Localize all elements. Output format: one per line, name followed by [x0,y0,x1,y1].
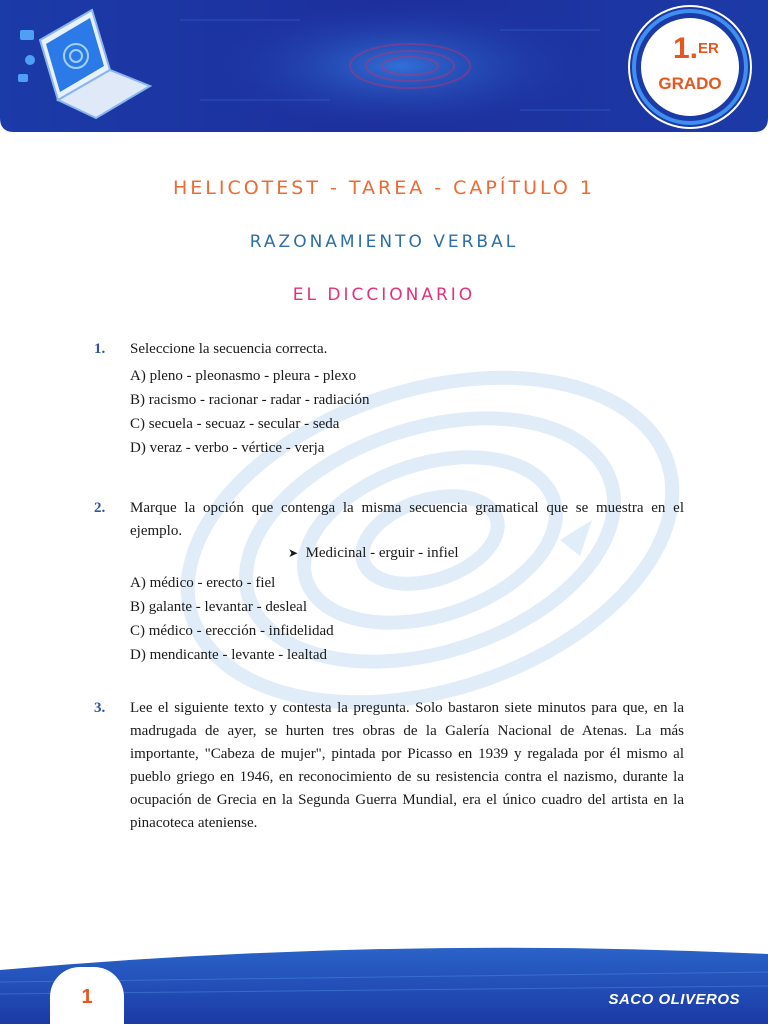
question-number: 2. [94,500,106,516]
grade-number: 1. [673,32,699,65]
options-list-2 [130,571,334,667]
question-number: 1. [94,341,106,357]
grade-badge [624,4,756,130]
options-list-1 [130,364,369,460]
grade-superscript: ER [698,40,719,57]
question-2 [94,497,684,543]
option-c: C) médico - erección - infidelidad [130,623,334,639]
example-text: Medicinal - erguir - infiel [305,545,459,561]
question-text: Seleccione la secuencia correcta. [130,341,328,357]
option-a: A) médico - erecto - fiel [130,575,276,591]
question-text: Lee el siguiente texto y contesta la pregunta. Solo bastaron siete minutos para que, en la madrugada de ayer, se hurten tres obras de la Galería Nacional de Atenas. La más importante, "Cabeza de mujer", pintada por Picasso en 1939 y regalada por él mismo al pueblo griego en 1946, en reconocimiento de su resistencia contra el nazismo, durante la ocupación de Grecia en la Segunda Guerra Mundial, era el único cuadro del artista en la pinacoteca ateniense. [130,700,684,831]
subject-title: RAZONAMIENTO VERBAL [249,232,519,252]
grade-word: GRADO [658,74,722,93]
option-c: C) secuela - secuaz - secular - seda [130,416,340,432]
bullet-arrow-icon: ➤ [288,546,299,560]
question-text: Marque la opción que contenga la misma secuencia gramatical que se muestra en el ejemplo. [130,500,684,539]
example-line [288,545,459,562]
option-b: B) galante - levantar - desleal [130,599,307,615]
option-d: D) mendicante - levante - lealtad [130,647,327,663]
question-number: 3. [94,700,106,716]
question-3 [94,697,684,835]
page-title: HELICOTEST - TAREA - CAPÍTULO 1 [172,177,595,199]
topic-title: EL DICCIONARIO [292,285,476,305]
option-a: A) pleno - pleonasmo - pleura - plexo [130,368,357,384]
question-1 [94,338,684,361]
brand-logo: SACO OLIVEROS [608,991,740,1008]
page-number: 1 [50,967,124,1027]
option-d: D) veraz - verbo - vértice - verja [130,440,325,456]
option-b: B) racismo - racionar - radar - radiación [130,392,370,408]
